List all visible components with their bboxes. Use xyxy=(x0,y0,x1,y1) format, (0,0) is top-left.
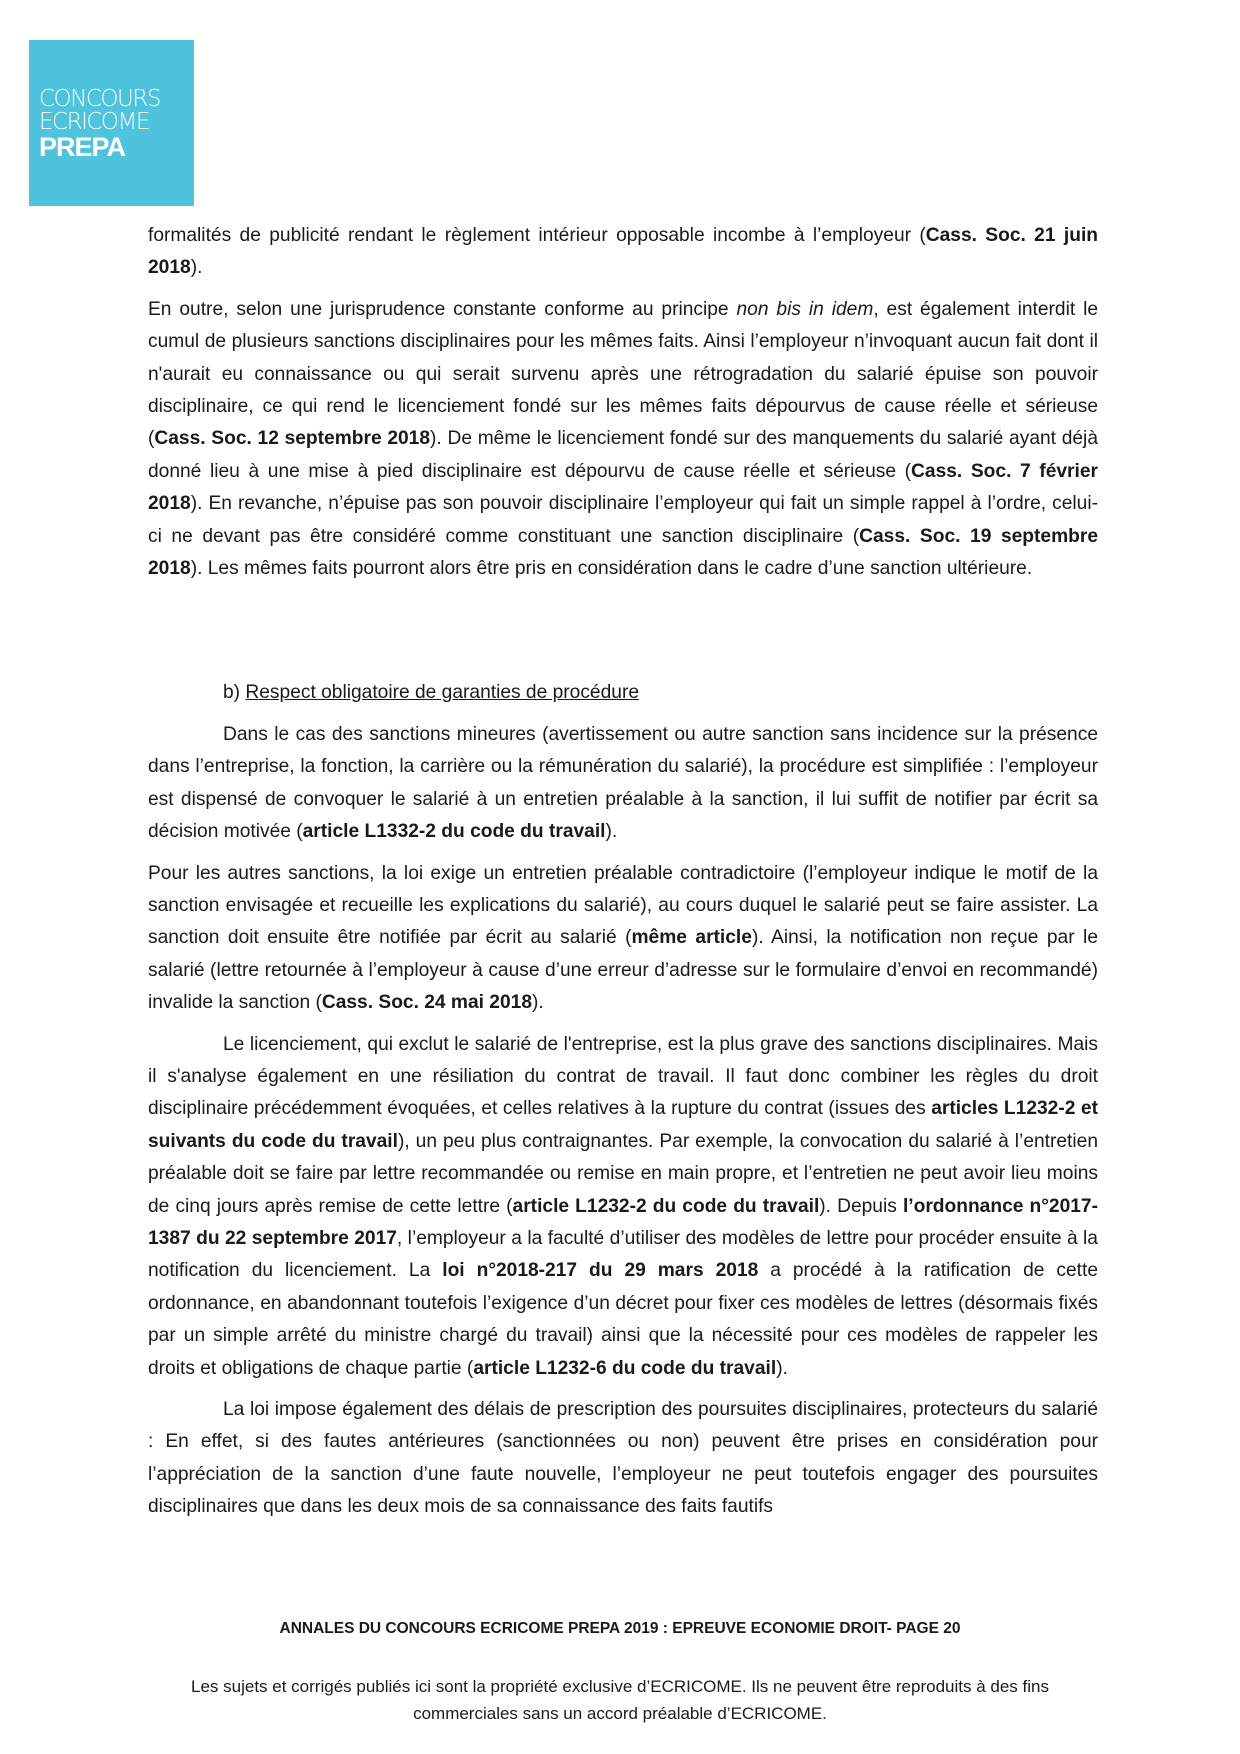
citation: Cass. Soc. 7 février 2018 xyxy=(148,460,1098,515)
citation: Cass. Soc. 19 septembre 2018 xyxy=(148,525,1098,580)
paragraph-2: En outre, selon une jurisprudence constante conforme au principe non bis in idem, est également interdit le cumul de plusieurs sanctions disciplinaires pour les mêmes faits. Ainsi l’employeur n’invoquant aucun fait dont il n'aurait eu connaissance ou qui serait survenu après une rétrogradation du salarié épuise son pouvoir disciplinaire, ce qui rend le licenciement fondé sur les mêmes faits dépourvus de cause réelle et sérieuse (Cass. Soc. 12 septembre 2018). De même le licenciement fondé sur des manquements du salarié ayant déjà donné lieu à une mise à pied disciplinaire est dépourvu de cause réelle et sérieuse (Cass. Soc. 7 février 2018). En revanche, n’épuise pas son pouvoir disciplinaire l’employeur qui fait un simple rappel à l’ordre, celui-ci ne devant pas être considéré comme constituant une sanction disciplinaire (Cass. Soc. 19 septembre 2018). Les mêmes faits pourront alors être pris en considération dans le cadre d’une sanction ultérieure. xyxy=(148,298,1099,580)
citation: articles L1232-2 et suivants du code du travail xyxy=(148,1098,1098,1152)
logo-text xyxy=(39,88,160,161)
ecricome-logo xyxy=(29,40,194,206)
logo-line-prepa: PREPA xyxy=(39,132,126,162)
section-heading-title: Respect obligatoire de garanties de procédure xyxy=(245,682,640,704)
section-heading: b) Respect obligatoire de garanties de procédure xyxy=(223,682,640,704)
citation: loi n°2018-217 du 29 mars 2018 xyxy=(442,1260,759,1282)
citation: Cass. Soc. 21 juin 2018 xyxy=(148,225,1098,279)
citation: même article xyxy=(631,927,752,949)
footer-copyright-note: Les sujets et corrigés publiés ici sont la propriété exclusive d’ECRICOME. Ils ne peuvent être reproduits à des fins commerciales sans un accord préalable d’ECRICOME. xyxy=(191,1677,1049,1723)
logo-line-concours: CONCOURS xyxy=(39,86,160,112)
paragraph-5: Le licenciement, qui exclut le salarié de l'entreprise, est la plus grave des sanctions disciplinaires. Mais il s'analyse également en une résiliation du contrat de travail. Il faut donc combiner les règles du droit disciplinaire précédemment évoquées, et celles relatives à la rupture du contrat (issues des articles L1232-2 et suivants du code du travail), un peu plus contraignantes. Par exemple, la convocation du salarié à l’entretien préalable doit se faire par lettre recommandée ou remise en main propre, et l’entretien ne peut avoir lieu moins de cinq jours après remise de cette lettre (article L1232-2 du code du travail). Depuis l’ordonnance n°2017-1387 du 22 septembre 2017, l’employeur a la faculté d’utiliser des modèles de lettre pour procéder ensuite à la notification du licenciement. La loi n°2018-217 du 29 mars 2018 a procédé à la ratification de cette ordonnance, en abandonnant toutefois l’exigence d’un décret pour fixer ces modèles de lettres (désormais fixés par un simple arrêté du ministre chargé du travail) ainsi que la nécessité pour ces modèles de rappeler les droits et obligations de chaque partie (article L1232-6 du code du travail). xyxy=(148,1033,1099,1379)
citation: article L1232-6 du code du travail xyxy=(473,1357,777,1379)
latin-term: non bis in idem xyxy=(736,298,874,320)
logo-line-ecricome: ECRICOME xyxy=(39,109,149,135)
citation: Cass. Soc. 12 septembre 2018 xyxy=(154,428,431,450)
document-body xyxy=(148,220,1098,1533)
citation: article L1332-2 du code du travail xyxy=(302,821,606,843)
citation: Cass. Soc. 24 mai 2018 xyxy=(321,992,532,1014)
footer-title: ANNALES DU CONCOURS ECRICOME PREPA 2019 : EPREUVE ECONOMIE DROIT- PAGE 20 xyxy=(279,1620,961,1637)
spacer xyxy=(148,594,1098,677)
paragraph-3: Dans le cas des sanctions mineures (avertissement ou autre sanction sans incidence sur la présence dans l’entreprise, la fonction, la carrière ou la rémunération du salarié), la procédure est simplifiée : l’employeur est dispensé de convoquer le salarié à un entretien préalable à la sanction, il lui suffit de notifier par écrit sa décision motivée (article L1332-2 du code du travail). xyxy=(148,723,1098,843)
paragraph-4: Pour les autres sanctions, la loi exige un entretien préalable contradictoire (l’employeur indique le motif de la sanction envisagée et recueille les explications du salarié), au cours duquel le salarié peut se faire assister. La sanction doit ensuite être notifiée par écrit au salarié (même article). Ainsi, la notification non reçue par le salarié (lettre retournée à l’employeur à cause d’une erreur d’adresse sur le formulaire d’envoi en recommandé) invalide la sanction (Cass. Soc. 24 mai 2018). xyxy=(148,862,1098,1014)
paragraph-6: La loi impose également des délais de prescription des poursuites disciplinaires, protecteurs du salarié : En effet, si des fautes antérieures (sanctionnées ou non) peuvent être prises en considération pour l’appréciation de la sanction d’une faute nouvelle, l’employeur ne peut toutefois engager des poursuites disciplinaires que dans les deux mois de sa connaissance des faits fautifs xyxy=(148,1399,1098,1518)
citation: l’ordonnance n°2017-1387 du 22 septembre 2017 xyxy=(148,1195,1098,1249)
paragraph-1: formalités de publicité rendant le règlement intérieur opposable incombe à l’employeur (Cass. Soc. 21 juin 2018). xyxy=(148,225,1098,279)
citation: article L1232-2 du code du travail xyxy=(512,1195,820,1217)
